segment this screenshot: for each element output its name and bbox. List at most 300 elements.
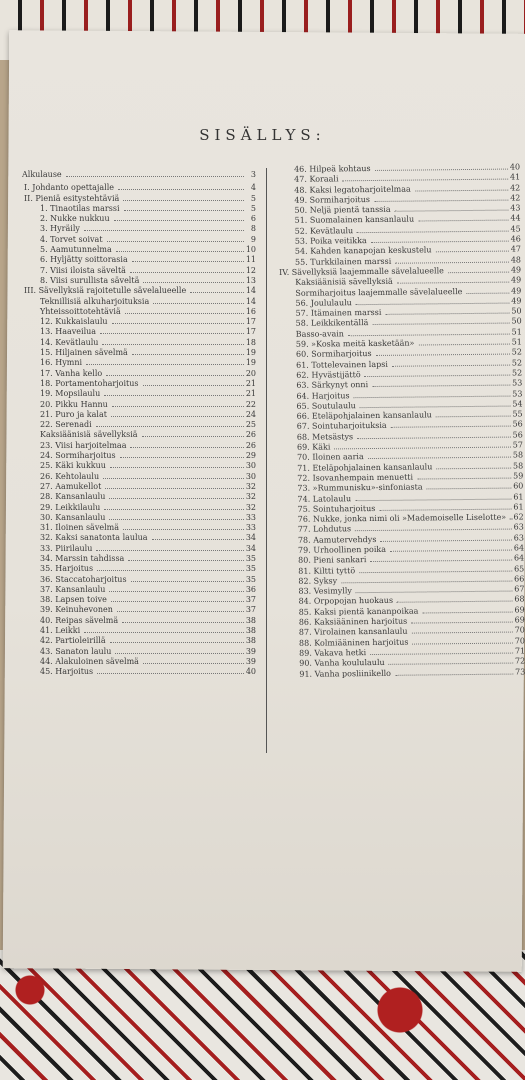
toc-entry-title: 73. »Rummunisku»-sinfoniasta [297, 482, 423, 493]
dot-leader [102, 344, 243, 345]
toc-entry-page: 38 [245, 615, 256, 625]
dot-leader [397, 282, 509, 284]
dot-leader [109, 591, 243, 592]
dot-leader [132, 261, 244, 262]
toc-entry [22, 585, 256, 595]
dot-leader [86, 364, 244, 365]
dot-leader [107, 241, 244, 242]
toc-entry-title: 35. Harjoitus [40, 564, 94, 574]
toc-entry-page: 69 [514, 615, 525, 625]
toc-entry-title: 4. Torvet soivat [40, 234, 103, 244]
dot-leader [391, 426, 511, 428]
toc-entry-page: 64 [513, 543, 525, 553]
dot-leader [418, 220, 508, 222]
toc-entry [22, 533, 256, 543]
toc-entry [22, 183, 256, 193]
toc-entry-title: 60. Sormiharjoitus [295, 349, 372, 360]
toc-entry-title: 58. Leikkikentällä [295, 318, 369, 329]
dot-leader [96, 550, 243, 551]
toc-entry [22, 554, 256, 564]
toc-entry [22, 389, 256, 399]
toc-entry-page: 49 [511, 286, 522, 296]
toc-entry-page: 30 [245, 461, 256, 471]
toc-entry-page: 26 [245, 430, 256, 440]
toc-entry-page: 11 [245, 255, 256, 265]
toc-entry-title: 41. Leikki [40, 626, 81, 636]
toc-entry [22, 575, 256, 585]
toc-entry-page: 12 [245, 265, 256, 275]
dot-leader [355, 498, 511, 501]
toc-entry-page: 47 [510, 244, 521, 254]
toc-entry-page: 35 [245, 553, 256, 563]
dot-leader [105, 488, 244, 489]
dot-leader [143, 663, 244, 664]
toc-right-column [276, 162, 525, 679]
dot-leader [415, 189, 508, 191]
toc-entry-page: 10 [245, 245, 256, 255]
dot-leader [190, 292, 244, 293]
dot-leader [84, 230, 244, 231]
dot-leader [375, 169, 508, 171]
toc-entry-title: 38. Lapsen toive [40, 595, 107, 605]
toc-entry-title: 63. Särkynyt onni [296, 380, 369, 391]
toc-entry-page: 9 [250, 234, 256, 244]
toc-entry-title: 27. Aamukellot [40, 481, 102, 491]
dot-leader [360, 405, 511, 408]
toc-entry-page: 49 [510, 265, 522, 275]
toc-entry [22, 276, 256, 286]
toc-entry-title: 44. Alakuloinen sävelmä [40, 656, 139, 666]
toc-entry [22, 482, 256, 492]
dot-leader [106, 375, 244, 376]
dot-leader [334, 447, 510, 450]
toc-entry-page: 50 [511, 306, 522, 316]
toc-entry-title: 61. Tottelevainen lapsi [296, 359, 388, 370]
dot-leader [395, 261, 509, 263]
toc-entry-title: 7. Viisi iloista säveltä [40, 265, 126, 275]
toc-entry [22, 170, 256, 180]
toc-entry-title: 26. Kehtolaulu [40, 471, 100, 481]
toc-entry-page: 19 [245, 348, 256, 358]
toc-entry-title: I. Johdanto opettajalle [24, 183, 115, 193]
toc-entry-page: 30 [245, 471, 256, 481]
toc-entry [22, 338, 256, 348]
toc-entry [22, 564, 256, 574]
toc-entry-title: 80. Pieni sankari [298, 555, 367, 566]
toc-entry-page: 69 [514, 605, 525, 615]
toc-entry [22, 255, 256, 265]
toc-entry-title: 13. Haaveilua [40, 327, 97, 337]
toc-entry-page: 39 [245, 646, 256, 656]
toc-entry-title: Sormiharjoitus laajemmalle sävelalueelle [295, 286, 463, 298]
toc-entry [22, 348, 256, 358]
toc-entry-page: 52 [511, 368, 523, 378]
dot-leader [395, 210, 509, 212]
toc-entry-title: 14. Kevätlaulu [40, 337, 99, 347]
toc-entry [22, 358, 256, 368]
dot-leader [372, 385, 510, 387]
toc-entry-title: IV. Sävellyksiä laajemmalle sävelalueelle [279, 266, 444, 277]
toc-entry-title: Alkulause [22, 170, 62, 179]
toc-entry-title: 89. Vakava hetki [299, 648, 367, 658]
toc-entry-title: 37. Kansanlaulu [40, 584, 106, 594]
toc-entry-page: 60 [513, 481, 524, 491]
toc-entry [22, 369, 256, 379]
toc-entry-page: 42 [510, 183, 521, 193]
toc-entry-title: 42. Partioleirillä [40, 636, 106, 646]
toc-entry-page: 35 [245, 564, 256, 574]
dot-leader [395, 673, 513, 675]
toc-entry-title: 53. Poika veitikka [294, 236, 367, 246]
dot-leader [348, 333, 510, 336]
dot-leader [370, 652, 513, 654]
toc-entry-page: 18 [245, 337, 256, 347]
toc-entry-title: 59. »Koska meitä kasketään» [295, 338, 415, 349]
toc-entry-page: 65 [514, 564, 525, 574]
dot-leader [354, 395, 511, 398]
toc-entry-title: 22. Serenadi [40, 420, 92, 430]
dot-leader [368, 457, 511, 459]
toc-entry-title: 65. Soutulaulu [296, 401, 356, 411]
toc-entry-title: 57. Itämainen marssi [295, 308, 382, 318]
dot-leader [122, 622, 244, 623]
toc-entry-title: 70. Iloinen aaria [297, 452, 364, 463]
toc-entry-page: 40 [245, 667, 256, 677]
toc-entry-page: 56 [512, 419, 523, 429]
toc-entry-page: 52 [511, 358, 523, 368]
toc-entry-title: 16. Hymni [40, 358, 83, 368]
toc-entry-page: 58 [512, 461, 524, 471]
toc-entry-page: 20 [245, 368, 256, 378]
dot-leader [380, 539, 511, 541]
toc-entry [22, 595, 256, 605]
dot-leader [436, 467, 511, 469]
toc-entry-page: 44 [510, 213, 521, 224]
toc-entry-title: 52. Kevätlaulu [294, 225, 354, 236]
dot-leader [118, 189, 244, 190]
dot-leader [100, 333, 244, 334]
toc-entry-page: 4 [250, 183, 256, 193]
toc-entry-page: 67 [514, 584, 525, 594]
toc-entry-page: 61 [513, 502, 524, 512]
toc-entry-title: 45. Harjoitus [40, 667, 94, 677]
toc-entry-title: 88. Kolmiääninen harjoitus [298, 637, 409, 648]
toc-entry-title: 34. Marssin tahdissa [40, 553, 125, 563]
dot-leader [390, 550, 512, 552]
toc-entry [22, 327, 256, 337]
toc-entry-page: 51 [511, 327, 522, 337]
toc-entry [22, 513, 256, 523]
toc-entry-page: 45 [510, 224, 521, 234]
toc-entry-page: 70 [514, 636, 525, 646]
toc-entry-title: 77. Lohdutus [297, 524, 352, 535]
toc-entry-title: 85. Kaksi pientä kananpoikaa [298, 606, 419, 617]
toc-entry [22, 410, 256, 420]
dot-leader [125, 313, 244, 314]
toc-entry [22, 626, 256, 636]
toc-entry-page: 41 [509, 172, 521, 182]
toc-entry-title: 91. Vanha posliinikello [299, 668, 392, 679]
dot-leader [120, 457, 244, 458]
toc-entry-title: III. Sävellyksiä rajoitetulle sävelalueelle [24, 286, 187, 296]
toc-entry-title: 25. Käki kukkuu [40, 461, 106, 471]
dot-leader [132, 354, 244, 355]
toc-entry [22, 266, 256, 276]
dot-leader [356, 302, 509, 305]
toc-entry-page: 3 [250, 170, 256, 179]
toc-entry-title: 64. Harjoitus [296, 390, 350, 401]
dot-leader [123, 200, 244, 201]
toc-entry-title: 23. Viisi harjoitelmaa [40, 440, 127, 450]
toc-entry [22, 307, 256, 317]
toc-entry-title: 87. Virolainen kansanlaulu [298, 627, 408, 638]
toc-entry-title: 48. Kaksi legatoharjoitelmaa [294, 184, 411, 195]
toc-entry-page: 70 [514, 625, 525, 635]
toc-entry [22, 472, 256, 482]
toc-entry-page: 58 [512, 450, 524, 460]
dot-leader [356, 591, 512, 594]
toc-entry [22, 492, 256, 502]
toc-entry-page: 56 [512, 430, 523, 440]
toc-entry-page: 21 [245, 378, 256, 388]
toc-entry-page: 25 [245, 420, 256, 430]
dot-leader [103, 478, 244, 479]
dot-leader [111, 416, 244, 417]
toc-entry [22, 420, 256, 430]
toc-entry-title: 50. Neljä pientä tanssia [294, 204, 391, 215]
dot-leader [357, 230, 508, 233]
toc-entry-title: 24. Sormiharjoitus [40, 451, 116, 461]
toc-entry-title: 2. Nukke nukkuu [40, 214, 110, 224]
toc-entry [22, 194, 256, 204]
dot-leader [448, 272, 509, 274]
toc-entry-title: 29. Leikkilaulu [40, 502, 101, 512]
toc-entry-title: 51. Suomalainen kansanlaulu [294, 215, 415, 226]
dot-leader [374, 199, 508, 201]
toc-entry-page: 37 [245, 605, 256, 615]
toc-entry-page: 6 [250, 214, 256, 224]
dot-leader [436, 416, 511, 418]
dot-leader [142, 436, 244, 437]
toc-entry-title: 84. Orpopojan huokaus [298, 596, 394, 607]
toc-entry-title: 82. Syksy [298, 576, 338, 586]
dot-leader [131, 581, 244, 582]
dot-leader [130, 447, 243, 448]
toc-entry-page: 62 [513, 512, 524, 522]
toc-entry-title: 20. Pikku Hannu [40, 399, 108, 409]
toc-entry-title: 62. Hyvästijättö [296, 370, 361, 380]
toc-entry-page: 5 [250, 193, 256, 203]
toc-entry-page: 32 [245, 492, 256, 502]
toc-entry-page: 32 [245, 481, 256, 491]
toc-entry [22, 297, 256, 307]
toc-entry [22, 441, 256, 451]
dot-leader [412, 642, 512, 644]
toc-entry-title: 81. Kiltti tyttö [298, 565, 356, 576]
dot-leader [411, 622, 512, 624]
dot-leader [436, 251, 509, 253]
dot-leader [66, 176, 244, 177]
toc-entry [22, 461, 256, 471]
toc-entry [22, 647, 256, 657]
toc-entry-title: 1. Tinaotilas marssi [40, 203, 120, 213]
dot-leader [372, 323, 509, 325]
toc-entry-page: 22 [245, 399, 256, 409]
toc-entry-page: 42 [510, 193, 521, 203]
toc-entry-title: Yhteissoittotehtäviä [40, 306, 121, 316]
dot-leader [365, 374, 510, 377]
toc-entry-page: 24 [245, 409, 256, 419]
toc-entry-page: 50 [511, 316, 522, 326]
toc-entry-page: 72 [514, 656, 525, 666]
toc-entry-page: 53 [512, 388, 523, 399]
dot-leader [355, 529, 512, 532]
dot-leader [342, 179, 507, 182]
toc-entry-title: 47. Koraali [294, 174, 339, 185]
dot-leader [466, 292, 509, 293]
toc-entry-title: 43. Sanaton laulu [40, 646, 112, 656]
toc-entry-page: 33 [245, 512, 256, 522]
toc-entry-title: 21. Puro ja kalat [40, 409, 107, 419]
dot-leader [128, 560, 244, 561]
toc-entry-title: 15. Hiljainen sävelmä [40, 348, 128, 358]
toc-entry-title: 5. Aamutunnelma [40, 245, 112, 255]
toc-entry [22, 379, 256, 389]
dot-leader [112, 406, 244, 407]
toc-entry-page: 63 [513, 533, 524, 543]
dot-leader [370, 560, 512, 562]
dot-leader [397, 601, 512, 603]
dot-leader [96, 426, 244, 427]
toc-left-column [22, 170, 256, 678]
toc-entry-page: 61 [513, 491, 524, 502]
toc-entry-title: 31. Iloinen sävelmä [40, 523, 119, 533]
toc-entry [22, 636, 256, 646]
toc-entry-title: 49. Sormiharjoitus [294, 194, 371, 205]
dot-leader [418, 344, 509, 346]
dot-leader [143, 282, 243, 283]
toc-entry [22, 451, 256, 461]
dot-leader [104, 509, 243, 510]
dot-leader [152, 539, 244, 540]
dot-leader [371, 241, 509, 243]
page-title: SISÄLLYS: [199, 126, 326, 144]
toc-entry-page: 34 [245, 543, 256, 553]
toc-entry-page: 57 [512, 440, 523, 450]
dot-leader [411, 632, 512, 634]
toc-entry-page: 16 [245, 306, 256, 316]
toc-entry-title: Basso-avain [295, 329, 344, 339]
toc-entry-title: 8. Viisi surullista säveltä [40, 275, 140, 285]
toc-entry-page: 26 [245, 440, 256, 450]
toc-entry-title: 66. Eteläpohjalainen kansanlaulu [296, 410, 432, 421]
dot-leader [124, 210, 244, 211]
toc-entry-page: 53 [512, 378, 523, 388]
toc-entry-page: 52 [511, 347, 523, 357]
toc-entry-title: 86. Kaksiääninen harjoitus [298, 616, 408, 627]
toc-entry-title: 54. Kahden kanapojan keskustelu [294, 245, 432, 257]
toc-entry-title: 68. Metsästys [296, 431, 354, 442]
toc-entry-title: 32. Kaksi sanatonta laulua [40, 533, 148, 543]
toc-entry-page: 5 [250, 203, 256, 213]
toc-entry [22, 204, 256, 214]
toc-entry-page: 66 [514, 574, 525, 584]
dot-leader [389, 663, 513, 665]
dot-leader [97, 570, 244, 571]
toc-entry-page: 64 [513, 553, 525, 563]
toc-entry [22, 657, 256, 667]
column-divider [266, 168, 267, 753]
toc-entry-title: Kaksiäänisiä sävellyksiä [40, 430, 138, 440]
toc-entry-title: 79. Urhoollinen poika [297, 544, 387, 555]
toc-entry [22, 317, 256, 327]
dot-leader [359, 570, 512, 573]
dot-leader [114, 220, 244, 221]
toc-entry-title: Teknillisiä alkuharjoituksia [40, 296, 150, 306]
toc-entry-page: 17 [245, 327, 256, 337]
toc-entry-title: 74. Latolaulu [297, 493, 352, 504]
toc-entry-title: 17. Vanha kello [40, 368, 103, 378]
dot-leader [130, 272, 244, 273]
dot-leader [510, 519, 511, 520]
dot-leader [123, 529, 244, 530]
toc-entry [22, 605, 256, 615]
dot-leader [379, 508, 511, 510]
dot-leader [110, 642, 244, 643]
toc-entry [22, 400, 256, 410]
toc-entry-title: 36. Staccatoharjoitus [40, 574, 127, 584]
toc-entry-title: 39. Keinuhevonen [40, 605, 113, 615]
toc-entry-page: 34 [245, 533, 256, 543]
toc-entry-page: 36 [245, 584, 256, 594]
toc-entry-page: 38 [245, 636, 256, 646]
toc-entry-title: 75. Sointuharjoitus [297, 503, 376, 514]
toc-entry-title: 71. Eteläpohjalainen kansanlaulu [297, 461, 433, 473]
toc-entry-page: 8 [250, 224, 256, 234]
toc-entry-page: 71 [514, 646, 525, 656]
dot-leader [392, 364, 510, 366]
toc-entry-title: 40. Reipas sävelmä [40, 615, 119, 625]
dot-leader [109, 519, 243, 520]
toc-entry [22, 245, 256, 255]
dot-leader [153, 303, 244, 304]
dot-leader [116, 251, 244, 252]
toc-entry-title: 56. Joululaulu [295, 298, 352, 308]
toc-entry-page: 19 [245, 358, 256, 368]
toc-entry-page: 35 [245, 574, 256, 584]
toc-entry [22, 523, 256, 533]
toc-entry-page: 32 [245, 502, 256, 512]
toc-entry-title: Kaksiäänisiä sävellyksiä [295, 277, 393, 288]
dot-leader [111, 601, 244, 602]
toc-entry-page: 40 [509, 162, 521, 172]
dot-leader [104, 395, 244, 396]
dot-leader [112, 323, 244, 324]
toc-entry-page: 55 [512, 409, 523, 419]
toc-entry-title: 19. Mopsilaulu [40, 389, 101, 399]
toc-entry-page: 54 [512, 399, 523, 409]
toc-entry [22, 286, 256, 296]
toc-entry-title: 69. Käki [296, 442, 331, 452]
dot-leader [385, 313, 509, 315]
toc-entry-page: 13 [245, 275, 256, 285]
toc-entry-page: 43 [510, 203, 521, 213]
toc-entry-page: 39 [245, 656, 256, 666]
dot-leader [376, 354, 510, 356]
dot-leader [357, 436, 511, 439]
toc-entry-page: 73 [515, 666, 525, 677]
toc-entry-title: 55. Turkkilainen marssi [294, 256, 392, 267]
